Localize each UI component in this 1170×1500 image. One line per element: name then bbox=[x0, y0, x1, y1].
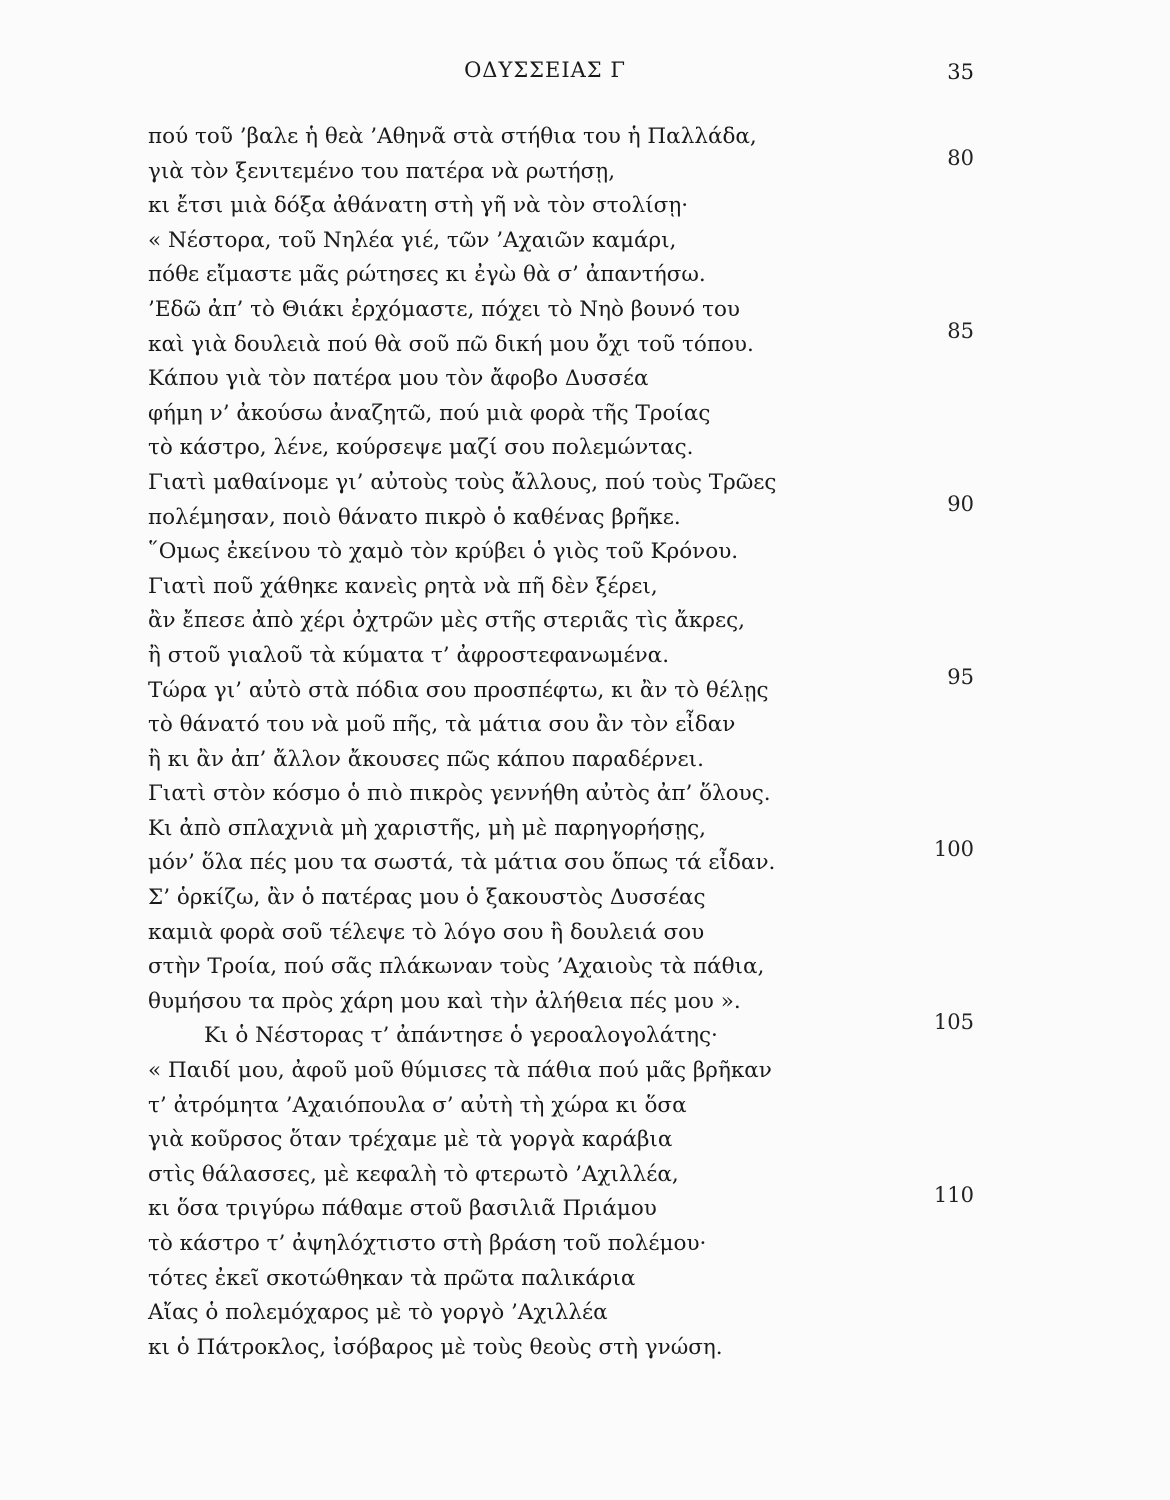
line-number: 110 bbox=[933, 1183, 974, 1208]
verse-line bbox=[148, 189, 978, 224]
verse-text: καὶ γιὰ δουλειὰ πού θὰ σοῦ πῶ δική μου ὄχι τοῦ τόπου. bbox=[148, 331, 754, 357]
verse-line bbox=[148, 491, 978, 536]
verse-line bbox=[148, 1089, 978, 1124]
verse-text: κι ὁ Πάτροκλος, ἰσόβαρος μὲ τοὺς θεοὺς στὴ γνώση. bbox=[148, 1334, 723, 1360]
verse-line bbox=[148, 1010, 978, 1054]
verse-line bbox=[148, 362, 978, 397]
verse-text: ἂν ἔπεσε ἀπὸ χέρι ὀχτρῶν μὲς στῆς στεριᾶς τὶς ἄκρες, bbox=[148, 608, 746, 634]
verse-text: Γιατὶ στὸν κόσμο ὁ πιὸ πικρὸς γεννήθη αὐτὸς ἀπ’ ὅλους. bbox=[148, 781, 771, 807]
verse-text: στὴν Τροία, πού σᾶς πλάκωναν τοὺς ’Αχαιοὺς τὰ πάθια, bbox=[148, 954, 765, 980]
verse-line bbox=[148, 916, 978, 951]
verse-text: τὸ θάνατό του νὰ μοῦ πῆς, τὰ μάτια σου ἂν τὸν εἶδαν bbox=[148, 712, 736, 738]
verse-text: ’Εδῶ ἀπ’ τὸ Θιάκι ἐρχόμαστε, πόχει τὸ Νηὸ βουνό του bbox=[148, 296, 740, 322]
verse-text: γιὰ τὸν ξενιτεμένο του πατέρα νὰ ρωτήσῃ, bbox=[148, 158, 616, 184]
poem-text bbox=[148, 120, 978, 1365]
verse-line bbox=[148, 466, 978, 501]
verse-line bbox=[148, 837, 978, 881]
verse-text: ἢ κι ἂν ἀπ’ ἄλλον ἄκουσες πῶς κάπου παραδέρνει. bbox=[148, 746, 704, 772]
verse-line bbox=[148, 120, 978, 155]
verse-line bbox=[148, 397, 978, 432]
verse-line bbox=[148, 318, 978, 363]
verse-text: ῞Ομως ἐκείνου τὸ χαμὸ τὸν κρύβει ὁ γιὸς τοῦ Κρόνου. bbox=[148, 539, 739, 565]
page-number: 35 bbox=[947, 60, 974, 84]
verse-line bbox=[148, 431, 978, 466]
verse-line bbox=[148, 293, 978, 328]
running-title: ΟΔΥΣΣΕΙΑΣ Γ bbox=[464, 58, 626, 82]
verse-line bbox=[148, 1331, 978, 1366]
verse-text: Γιατὶ ποῦ χάθηκε κανεὶς ρητὰ νὰ πῆ δὲν ξέρει, bbox=[148, 573, 658, 599]
verse-text: τὸ κάστρο, λένε, κούρσεψε μαζί σου πολεμώντας. bbox=[148, 435, 694, 461]
verse-text: Κι ὁ Νέστορας τ’ ἀπάντησε ὁ γεροαλογολάτης· bbox=[204, 1023, 718, 1049]
verse-line bbox=[148, 1183, 978, 1227]
verse-line bbox=[148, 1262, 978, 1297]
verse-line bbox=[148, 639, 978, 674]
verse-text: θυμήσου τα πρὸς χάρη μου καὶ τὴν ἀλήθεια πές μου ». bbox=[148, 988, 741, 1014]
verse-text: τότες ἐκεῖ σκοτώθηκαν τὰ πρῶτα παλικάρια bbox=[148, 1265, 636, 1291]
verse-line bbox=[148, 1123, 978, 1158]
verse-line bbox=[148, 1296, 978, 1331]
verse-text: « Νέστορα, τοῦ Νηλέα γιέ, τῶν ’Αχαιῶν καμάρι, bbox=[148, 227, 677, 253]
verse-line bbox=[148, 224, 978, 259]
verse-line bbox=[148, 1158, 978, 1193]
verse-text: Κάπου γιὰ τὸν πατέρα μου τὸν ἄφοβο Δυσσέα bbox=[148, 366, 649, 392]
line-number: 100 bbox=[933, 837, 974, 862]
verse-line bbox=[148, 258, 978, 293]
verse-text: στὶς θάλασσες, μὲ κεφαλὴ τὸ φτερωτὸ ’Αχιλλέα, bbox=[148, 1161, 679, 1187]
line-number: 105 bbox=[933, 1010, 974, 1035]
verse-line bbox=[148, 535, 978, 570]
verse-line bbox=[148, 812, 978, 847]
verse-line bbox=[148, 664, 978, 709]
verse-line bbox=[148, 1054, 978, 1089]
verse-text: τ’ ἀτρόμητα ’Αχαιόπουλα σ’ αὐτὴ τὴ χώρα κι ὅσα bbox=[148, 1092, 687, 1118]
verse-text: ἢ στοῦ γιαλοῦ τὰ κύματα τ’ ἀφροστεφανωμένα. bbox=[148, 642, 670, 668]
line-number: 95 bbox=[947, 664, 974, 689]
verse-text: κι ἔτσι μιὰ δόξα ἀθάνατη στὴ γῆ νὰ τὸν στολίσῃ· bbox=[148, 193, 689, 219]
verse-text: Κι ἀπὸ σπλαχνιὰ μὴ χαριστῆς, μὴ μὲ παρηγορήσῃς, bbox=[148, 815, 707, 841]
verse-text: Σ’ ὁρκίζω, ἂν ὁ πατέρας μου ὁ ξακουστὸς Δυσσέας bbox=[148, 885, 706, 911]
verse-text: Τώρα γι’ αὐτὸ στὰ πόδια σου προσπέφτω, κι ἂν τὸ θέλῃς bbox=[148, 677, 769, 703]
verse-text: φήμη ν’ ἀκούσω ἀναζητῶ, πού μιὰ φορὰ τῆς Τροίας bbox=[148, 400, 711, 426]
running-head bbox=[0, 56, 1170, 86]
verse-line bbox=[148, 743, 978, 778]
verse-line bbox=[148, 708, 978, 743]
verse-line bbox=[148, 1227, 978, 1262]
verse-line bbox=[148, 985, 978, 1020]
verse-text: κι ὅσα τριγύρω πάθαμε στοῦ βασιλιᾶ Πριάμου bbox=[148, 1196, 657, 1222]
verse-line bbox=[148, 777, 978, 812]
verse-text: καμιὰ φορὰ σοῦ τέλεψε τὸ λόγο σου ἢ δουλειά σου bbox=[148, 919, 705, 945]
line-number: 90 bbox=[947, 491, 974, 516]
verse-text: πολέμησαν, ποιὸ θάνατο πικρὸ ὁ καθένας βρῆκε. bbox=[148, 504, 681, 530]
verse-line bbox=[148, 950, 978, 985]
verse-text: Αἴας ὁ πολεμόχαρος μὲ τὸ γοργὸ ’Αχιλλέα bbox=[148, 1300, 608, 1326]
verse-line bbox=[148, 570, 978, 605]
verse-text: Γιατὶ μαθαίνομε γι’ αὐτοὺς τοὺς ἄλλους, πού τοὺς Τρῶες bbox=[148, 469, 777, 495]
verse-text: « Παιδί μου, ἀφοῦ μοῦ θύμισες τὰ πάθια πού μᾶς βρῆκαν bbox=[148, 1058, 772, 1084]
verse-text: γιὰ κοῦρσος ὅταν τρέχαμε μὲ τὰ γοργὰ καράβια bbox=[148, 1127, 673, 1153]
verse-line bbox=[148, 881, 978, 916]
line-number: 85 bbox=[947, 318, 974, 343]
line-number: 80 bbox=[947, 145, 974, 170]
verse-text: μόν’ ὅλα πές μου τα σωστά, τὰ μάτια σου ὅπως τά εἶδαν. bbox=[148, 850, 776, 876]
verse-text: τὸ κάστρο τ’ ἀψηλόχτιστο στὴ βράση τοῦ πολέμου· bbox=[148, 1231, 707, 1256]
verse-text: πόθε εἴμαστε μᾶς ρώτησες κι ἐγὼ θὰ σ’ ἀπαντήσω. bbox=[148, 262, 706, 288]
verse-text: πού τοῦ ’βαλε ἡ θεὰ ’Αθηνᾶ στὰ στήθια του ἡ Παλλάδα, bbox=[148, 124, 757, 149]
verse-line bbox=[148, 145, 978, 190]
verse-line bbox=[148, 604, 978, 639]
